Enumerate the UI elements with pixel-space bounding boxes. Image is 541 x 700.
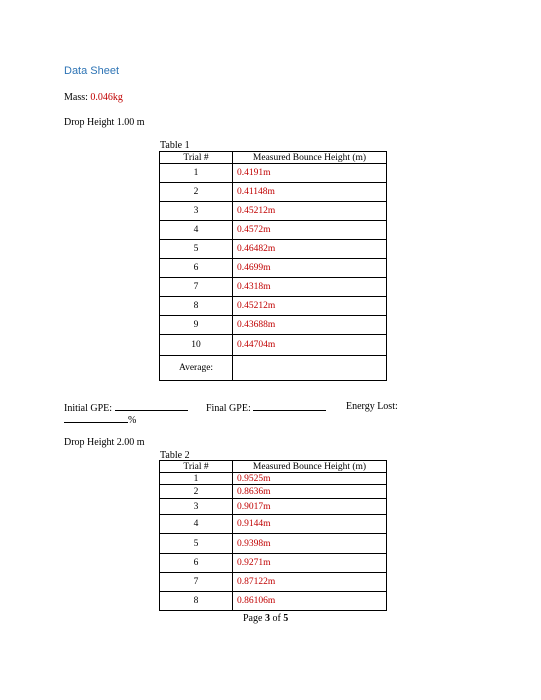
mass-label: Mass: — [64, 92, 88, 103]
table2-trial-cell: 3 — [160, 499, 233, 515]
table1-average-row — [160, 356, 387, 381]
table-row — [160, 221, 387, 240]
of-word: of — [272, 613, 281, 624]
table2-value-cell: 0.9398m — [233, 534, 387, 554]
energy-lost-blank — [64, 413, 128, 423]
table1-trial-cell: 8 — [160, 297, 233, 316]
table1-trial-cell: 4 — [160, 221, 233, 240]
table-row — [160, 335, 387, 356]
table2-value-cell: 0.8636m — [233, 485, 387, 499]
table-row — [160, 316, 387, 335]
table1-average-label: Average: — [160, 356, 233, 381]
table2-trial-cell: 2 — [160, 485, 233, 499]
table1-value-cell: 0.4699m — [233, 259, 387, 278]
table-row — [160, 515, 387, 534]
table-row — [160, 485, 387, 499]
energy-lost-line — [64, 413, 136, 426]
table-row — [160, 592, 387, 611]
table2-caption: Table 2 — [160, 450, 190, 461]
table1-value-cell: 0.45212m — [233, 202, 387, 221]
table-row — [160, 297, 387, 316]
table1-col-trial: Trial # — [160, 152, 233, 164]
table-row — [160, 554, 387, 573]
table1-trial-cell: 9 — [160, 316, 233, 335]
data-sheet-heading: Data Sheet — [64, 65, 120, 77]
percent-sign: % — [128, 415, 137, 426]
table1-average-value — [233, 356, 387, 381]
energy-lost-label: Energy Lost: — [346, 401, 398, 412]
table-row — [160, 259, 387, 278]
page-number: 3 — [264, 613, 270, 624]
table1-caption: Table 1 — [160, 140, 190, 151]
table1-trial-cell: 7 — [160, 278, 233, 297]
page-footer — [243, 613, 288, 624]
table2 — [159, 460, 387, 611]
table2-trial-cell: 7 — [160, 573, 233, 592]
table-row — [160, 278, 387, 297]
table1-value-cell: 0.4318m — [233, 278, 387, 297]
table2-trial-cell: 1 — [160, 473, 233, 485]
table2-value-cell: 0.9017m — [233, 499, 387, 515]
table2-value-cell: 0.9271m — [233, 554, 387, 573]
final-gpe-line — [206, 401, 326, 414]
drop-height-2: Drop Height 2.00 m — [64, 437, 145, 448]
final-gpe-blank — [253, 401, 326, 411]
table1-col-height: Measured Bounce Height (m) — [233, 152, 387, 164]
mass-line — [64, 92, 123, 103]
initial-gpe-label: Initial GPE: — [64, 403, 113, 414]
final-gpe-label: Final GPE: — [206, 403, 251, 414]
table1-trial-cell: 6 — [160, 259, 233, 278]
table-row — [160, 473, 387, 485]
table1 — [159, 151, 387, 381]
table2-value-cell: 0.9144m — [233, 515, 387, 534]
table2-trial-cell: 4 — [160, 515, 233, 534]
table2-trial-cell: 6 — [160, 554, 233, 573]
table1-value-cell: 0.45212m — [233, 297, 387, 316]
table1-trial-cell: 10 — [160, 335, 233, 356]
table-row — [160, 183, 387, 202]
table-row — [160, 240, 387, 259]
mass-value: 0.046kg — [90, 92, 123, 103]
table2-col-height: Measured Bounce Height (m) — [233, 461, 387, 473]
table1-trial-cell: 3 — [160, 202, 233, 221]
page-word: Page — [243, 613, 263, 624]
table-row — [160, 534, 387, 554]
table2-col-trial: Trial # — [160, 461, 233, 473]
table1-value-cell: 0.43688m — [233, 316, 387, 335]
table1-value-cell: 0.44704m — [233, 335, 387, 356]
drop-height-1: Drop Height 1.00 m — [64, 117, 145, 128]
page-total: 5 — [283, 613, 289, 624]
table2-value-cell: 0.86106m — [233, 592, 387, 611]
table1-value-cell: 0.4572m — [233, 221, 387, 240]
table1-trial-cell: 5 — [160, 240, 233, 259]
table2-header-row — [160, 461, 387, 473]
table2-trial-cell: 8 — [160, 592, 233, 611]
table1-trial-cell: 1 — [160, 164, 233, 183]
table1-value-cell: 0.4191m — [233, 164, 387, 183]
table-row — [160, 573, 387, 592]
initial-gpe-blank — [115, 401, 188, 411]
table2-trial-cell: 5 — [160, 534, 233, 554]
table1-value-cell: 0.46482m — [233, 240, 387, 259]
table-row — [160, 164, 387, 183]
table-row — [160, 499, 387, 515]
table2-value-cell: 0.87122m — [233, 573, 387, 592]
table2-value-cell: 0.9525m — [233, 473, 387, 485]
table-row — [160, 202, 387, 221]
table1-value-cell: 0.41148m — [233, 183, 387, 202]
table1-header-row — [160, 152, 387, 164]
table1-trial-cell: 2 — [160, 183, 233, 202]
